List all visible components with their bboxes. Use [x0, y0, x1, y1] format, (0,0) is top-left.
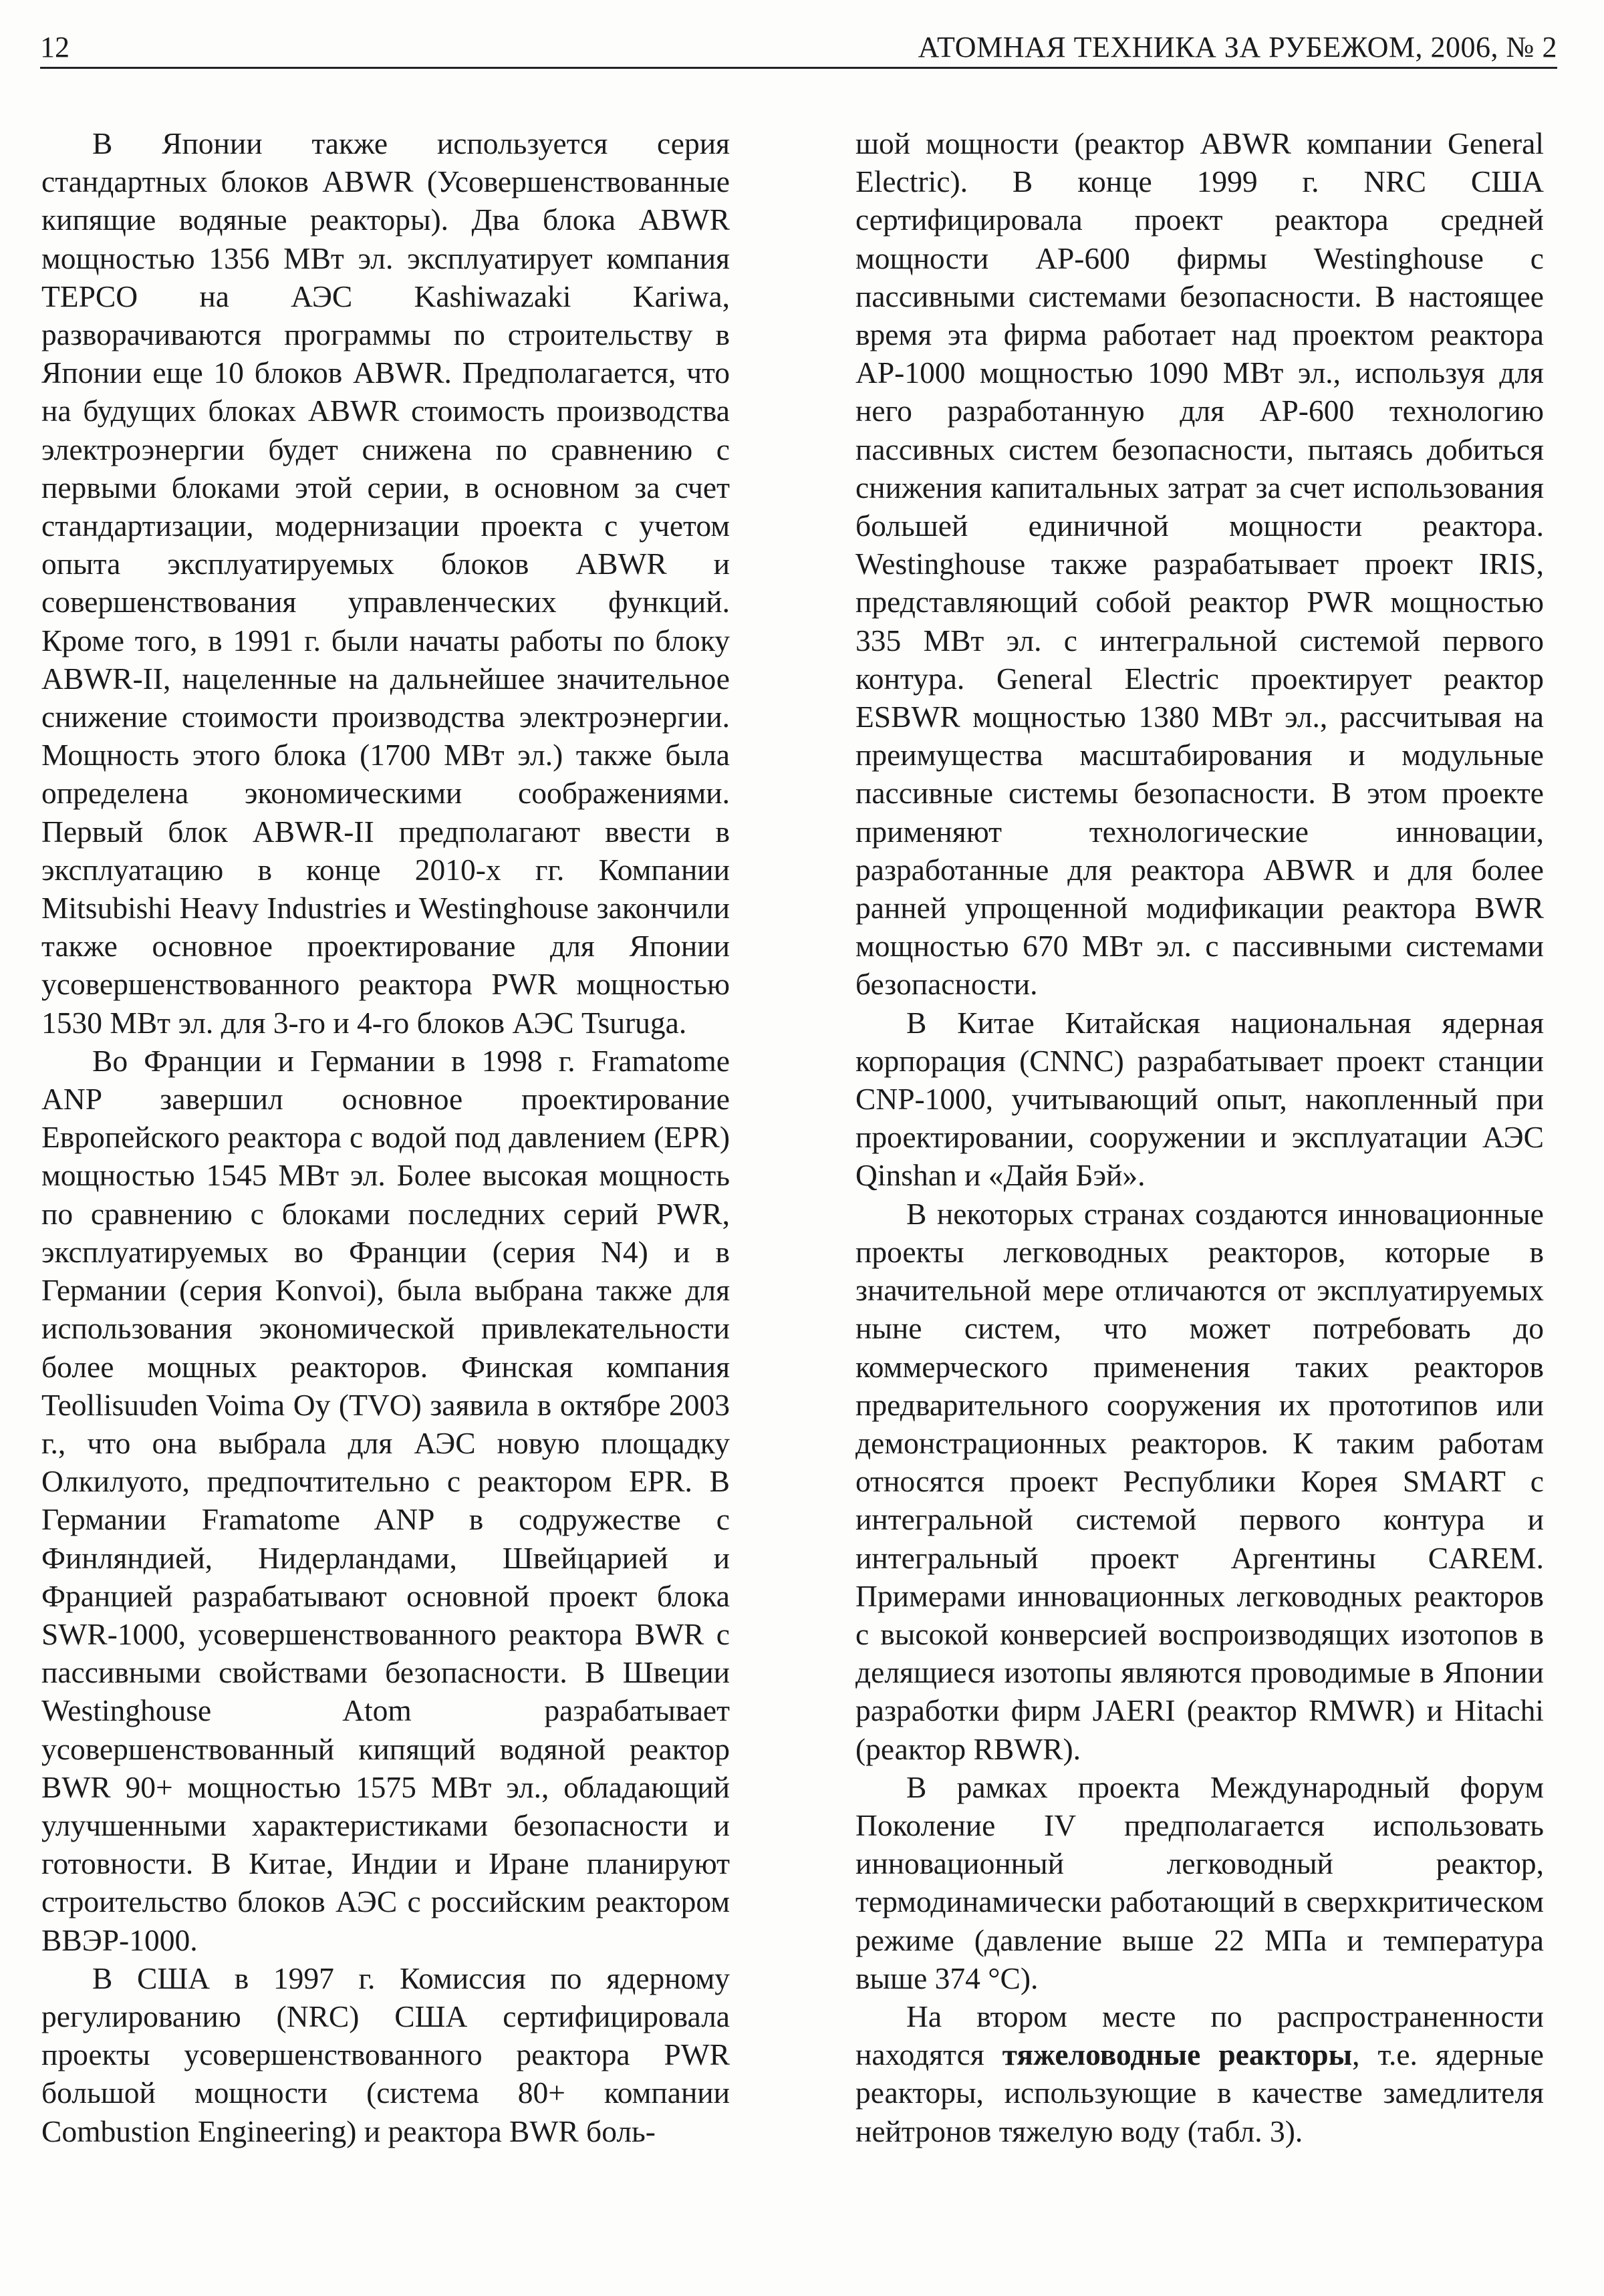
heavy-water-text-after: , т.е. ядерные реакторы, использующие в качестве замедлителя нейтронов тяжелую воду (табл. 3). [855, 2037, 1544, 2148]
paragraph-generation-iv: В рамках проекта Международный форум Поколение IV предполагается использовать инновационный легководный реактор, термодинамически работающий в сверхкритическом режиме (давление выше 22 МПа и температура выше 374 °C). [855, 1769, 1544, 1995]
left-text-column [41, 124, 730, 2150]
paragraph-japan: В Японии также используется серия стандартных блоков ABWR (Усовершенствованные кипящие водяные реакторы). Два блока ABWR мощностью 1356 МВт эл. эксплуатирует компания TEPCO на АЭС Kashiwazaki Kariwa, разворачиваются программы по строительству в Японии еще 10 блоков ABWR. Предполагается, что на будущих блоках ABWR стоимость производства электроэнергии будет снижена по сравнению с первыми блоками этой серии, в основном за счет стандартизации, модернизации проекта с учетом опыта эксплуатируемых блоков ABWR и совершенствования управленческих функций. Кроме того, в 1991 г. были начаты работы по блоку ABWR-II, нацеленные на дальнейшее значительное снижение стоимости производства электроэнергии. Мощность этого блока (1700 МВт эл.) также была определена экономическими соображениями. Первый блок ABWR-II предполагают ввести в эксплуатацию в конце 2010-х гг. Компании Mitsubishi Heavy Industries и Westinghouse закончили также основное проектирование для Японии усовершенствованного реактора PWR мощностью 1530 МВт эл. для 3-го и 4-го блоков АЭС Tsuruga. [41, 126, 730, 1040]
paragraph-heavy-water [855, 1997, 1544, 2150]
journal-title: АТОМНАЯ ТЕХНИКА ЗА РУБЕЖОМ, 2006, № 2 [918, 31, 1557, 63]
paragraph-usa-continued: шой мощности (реактор ABWR компании General Electric). В конце 1999 г. NRC США сертифицировала проект реактора средней мощности AP-600 фирмы Westinghouse с пассивными системами безопасности. В настоящее время эта фирма работает над проектом реактора AP-1000 мощностью 1090 МВт эл., используя для него разработанную для AP-600 технологию пассивных систем безопасности, пытаясь добиться снижения капитальных затрат за счет использования большей единичной мощности реактора. Westinghouse также разрабатывает проект IRIS, представляющий собой реактор PWR мощностью 335 МВт эл. с интегральной системой первого контура. General Electric проектирует реактор ESBWR мощностью 1380 МВт эл., рассчитывая на преимущества масштабирования и модульные пассивные системы безопасности. В этом проекте применяют технологические инновации, разработанные для реактора ABWR и для более ранней упрощенной модификации реактора BWR мощностью 670 МВт эл. с пассивными системами безопасности. [855, 126, 1544, 1002]
page-number: 12 [40, 31, 70, 63]
paragraph-france-germany: Во Франции и Германии в 1998 г. Framatome ANP завершил основное проектирование Европейского реактора с водой под давлением (EPR) мощностью 1545 МВт эл. Более высокая мощность по сравнению с блоками последних серий PWR, эксплуатируемых во Франции (серия N4) и в Германии (серия Konvoi), была выбрана также для использования экономической привлекательности более мощных реакторов. Финская компания Teollisuuden Voima Oy (TVO) заявила в октябре 2003 г., что она выбрала для АЭС новую площадку Олкилуото, предпочтительно с реактором EPR. В Германии Framatome ANP в содружестве с Финляндией, Нидерландами, Швейцарией и Францией разрабатывают основной проект блока SWR-1000, усовершенствованного реактора BWR с пассивными свойствами безопасности. В Швеции Westinghouse Atom разрабатывает усовершенствованный кипящий водяной реактор BWR 90+ мощностью 1575 МВт эл., обладающий улучшенными характеристиками безопасности и готовности. В Китае, Индии и Иране планируют строительство блоков АЭС с российским реактором ВВЭР-1000. [41, 1043, 730, 1957]
right-text-column [855, 124, 1544, 2150]
paragraph-china: В Китае Китайская национальная ядерная корпорация (CNNC) разрабатывает проект станции CNP-1000, учитывающий опыт, накопленный при проектировании, сооружении и эксплуатации АЭС Qinshan и «Дайя Бэй». [855, 1005, 1544, 1193]
running-header [40, 25, 1557, 69]
paragraph-usa: В США в 1997 г. Комиссия по ядерному регулированию (NRC) США сертифицировала проекты усовершенствованного реактора PWR большой мощности (система 80+ компании Combustion Engineering) и реактора BWR боль- [41, 1961, 730, 2148]
heavy-water-emphasis: тяжеловодные реакторы [1002, 2037, 1353, 2072]
heavy-water-text-before: На втором месте по распространенности находятся [855, 1999, 1544, 2072]
paragraph-innovative-projects: В некоторых странах создаются инновационные проекты легководных реакторов, которые в значительной мере отличаются от эксплуатируемых ныне систем, что может потребовать до коммерческого применения таких реакторов предварительного сооружения их прототипов или демонстрационных реакторов. К таким работам относятся проект Республики Корея SMART с интегральной системой первого контура и интегральный проект Аргентины CAREM. Примерами инновационных легководных реакторов с высокой конверсией воспроизводящих изотопов в делящиеся изотопы являются проводимые в Японии разработки фирм JAERI (реактор RMWR) и Hitachi (реактор RBWR). [855, 1196, 1544, 1766]
